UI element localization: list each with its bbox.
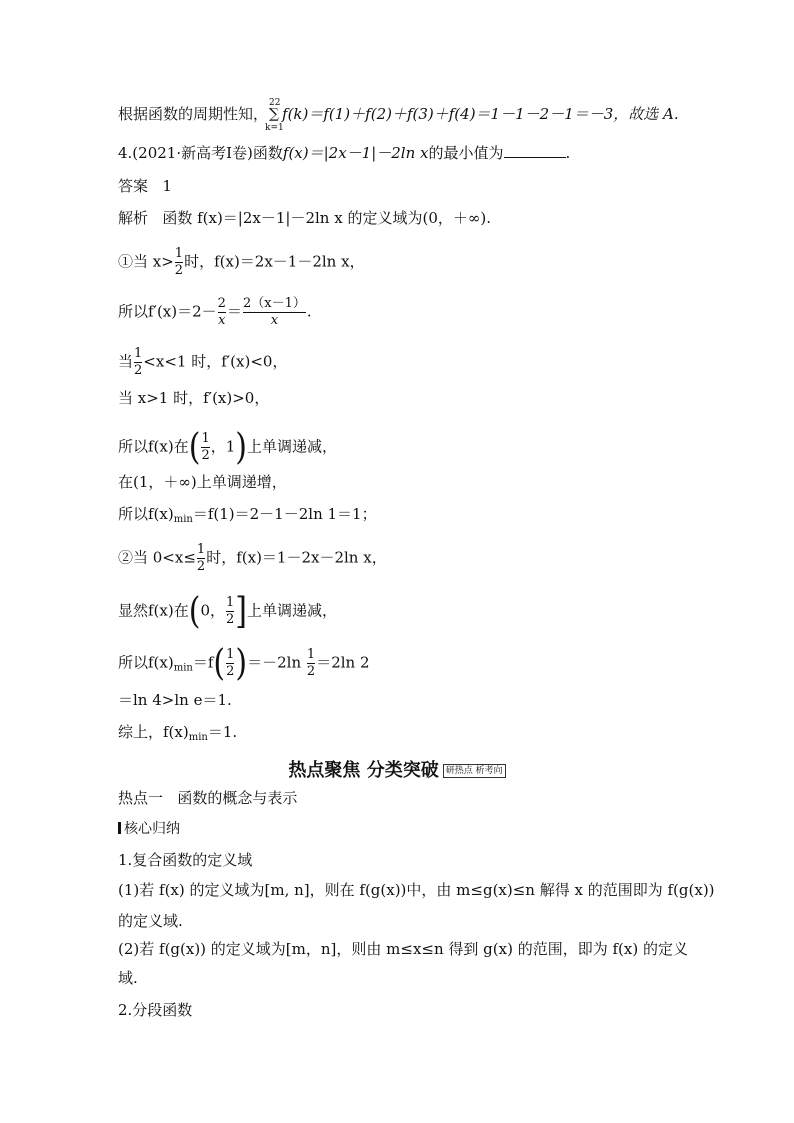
text: 上单调递减， — [246, 437, 337, 456]
item-1-2 — [118, 939, 688, 959]
text: 函数 f(x)＝|2x－1|－2ln x 的定义域为(0，＋∞). — [162, 209, 491, 227]
answer-blank — [504, 143, 566, 158]
numerator: 2（x－1） — [242, 296, 306, 311]
text: ＝－2ln — [247, 653, 302, 672]
sum-lower: k=1 — [265, 123, 284, 133]
text: ＝1. — [207, 723, 238, 741]
subscript: min — [188, 732, 208, 743]
text: (1)若 f(x) 的定义域为[m, n]，则在 f(g(x))中，由 m≤g(x)≤n 解得 x 的范围即为 f(g(x)) — [118, 881, 715, 899]
close-paren: ) — [235, 425, 247, 468]
item-1-1 — [118, 880, 715, 900]
text: ，1 — [210, 437, 236, 456]
text: 4.(2021·新高考Ⅰ卷)函数 — [118, 144, 283, 162]
open-paren: ( — [188, 425, 201, 468]
subscript: min — [173, 662, 193, 674]
text: 综上，f(x) — [118, 723, 189, 741]
text: 时，f(x)＝2x－1－2ln x， — [184, 252, 365, 271]
fraction — [197, 543, 205, 574]
interval-neg — [118, 347, 287, 378]
line-periodicity — [118, 98, 679, 133]
numerator: 1 — [201, 431, 210, 446]
item-1 — [118, 850, 252, 870]
text: . — [306, 302, 312, 321]
fraction — [201, 432, 209, 463]
denominator: 2 — [174, 263, 184, 278]
text: ＝ln 4>ln e＝1. — [118, 691, 232, 709]
denominator: 2 — [226, 664, 235, 679]
text: 显然f(x)在 — [118, 601, 189, 620]
analysis-line — [118, 208, 491, 228]
text: 所以f(x) — [118, 505, 174, 523]
item-2 — [118, 1000, 192, 1020]
fraction — [134, 347, 142, 378]
numerator: 1 — [134, 346, 143, 361]
numerator: 1 — [225, 595, 235, 610]
answer-line — [118, 176, 172, 196]
item-1-2-cont — [118, 968, 138, 988]
subscript: min — [173, 514, 193, 525]
denominator: 2 — [134, 363, 143, 378]
text: ＝f — [192, 653, 214, 672]
hotspot-1 — [118, 788, 297, 808]
fraction — [175, 247, 183, 278]
text: 所以f′(x)＝2－ — [118, 302, 217, 321]
marker-bar — [118, 822, 121, 834]
interval-pos — [118, 388, 269, 408]
decreasing-line-2 — [118, 589, 337, 632]
close-paren: ) — [235, 641, 248, 684]
denominator: 2 — [225, 612, 235, 627]
item-1-1-cont — [118, 911, 183, 931]
text: 所以f(x)在 — [118, 437, 189, 456]
text: ＝f(1)＝2－1－2ln 1＝1； — [192, 505, 377, 523]
text: 0， — [200, 601, 225, 620]
analysis-label: 解析 — [118, 209, 149, 227]
problem-4 — [118, 143, 570, 163]
fraction — [226, 596, 234, 627]
open-paren: ( — [188, 589, 201, 632]
text: 的最小值为 — [428, 144, 504, 162]
fraction — [307, 648, 315, 679]
text: 所以f(x) — [118, 653, 174, 672]
denominator: x — [270, 313, 279, 328]
text: 函数的概念与表示 — [177, 789, 298, 807]
text: 根据函数的周期性知， — [118, 105, 269, 123]
fraction — [226, 648, 234, 679]
text: 1.复合函数的定义域 — [118, 851, 253, 869]
sum-upper: 22 — [269, 98, 281, 108]
denominator: 2 — [306, 664, 316, 679]
text: . — [565, 144, 571, 162]
text: ＝2ln 2 — [316, 653, 370, 672]
numerator: 1 — [226, 647, 235, 662]
min-line-1 — [118, 504, 377, 530]
text: 2.分段函数 — [118, 1001, 193, 1019]
fraction — [243, 297, 306, 328]
core-summary — [118, 819, 180, 839]
denominator: x — [218, 313, 226, 328]
section-heading — [0, 756, 794, 782]
answer-value: 1 — [162, 177, 172, 195]
text: 热点一 — [118, 789, 164, 807]
text: 核心归纳 — [124, 821, 180, 837]
text: ②当 0<x≤ — [118, 548, 196, 567]
section-tag: 研热点 析考向 — [443, 764, 506, 778]
numerator: 1 — [306, 647, 316, 662]
text: f(k)＝f(1)＋f(2)＋f(3)＋f(4)＝1－1－2－1＝－3，故选 A. — [282, 105, 679, 123]
text: 的定义域. — [118, 912, 183, 930]
text: ①当 x> — [118, 252, 174, 271]
sum-symbol: ∑ — [269, 106, 280, 122]
fraction — [218, 297, 226, 328]
numerator: 2 — [217, 296, 226, 311]
decreasing-line — [118, 425, 337, 468]
formula: f(x)＝|2x－1|－2ln x — [282, 144, 429, 162]
section-title: 热点聚焦 分类突破 — [288, 760, 439, 781]
text: 当 — [118, 352, 134, 371]
text: (2)若 f(g(x)) 的定义域为[m，n]，则由 m≤x≤n 得到 g(x) 的范围，即为 f(x) 的定义 — [118, 940, 688, 958]
answer-label: 答案 — [118, 177, 149, 195]
case-2 — [118, 543, 387, 574]
numerator: 1 — [196, 542, 206, 557]
derivative-line — [118, 297, 312, 328]
text: 域. — [118, 969, 138, 987]
text: <x<1 时，f′(x)<0， — [143, 352, 288, 371]
text: 时，f(x)＝1－2x－2ln x， — [206, 548, 387, 567]
text: 在(1，＋∞)上单调递增， — [118, 473, 287, 491]
close-bracket: ] — [235, 589, 247, 632]
denominator: 2 — [201, 448, 210, 463]
case-1 — [118, 247, 365, 278]
text: 上单调递减， — [246, 601, 337, 620]
conclusion-step — [118, 690, 232, 710]
open-paren: ( — [213, 641, 226, 684]
numerator: 1 — [174, 246, 184, 261]
increasing-line — [118, 472, 287, 492]
text: 当 x>1 时，f′(x)>0， — [118, 389, 270, 407]
min-line-2 — [118, 641, 370, 684]
text: ＝ — [226, 302, 242, 321]
conclusion — [118, 722, 237, 748]
summation — [265, 98, 284, 133]
denominator: 2 — [196, 559, 206, 574]
